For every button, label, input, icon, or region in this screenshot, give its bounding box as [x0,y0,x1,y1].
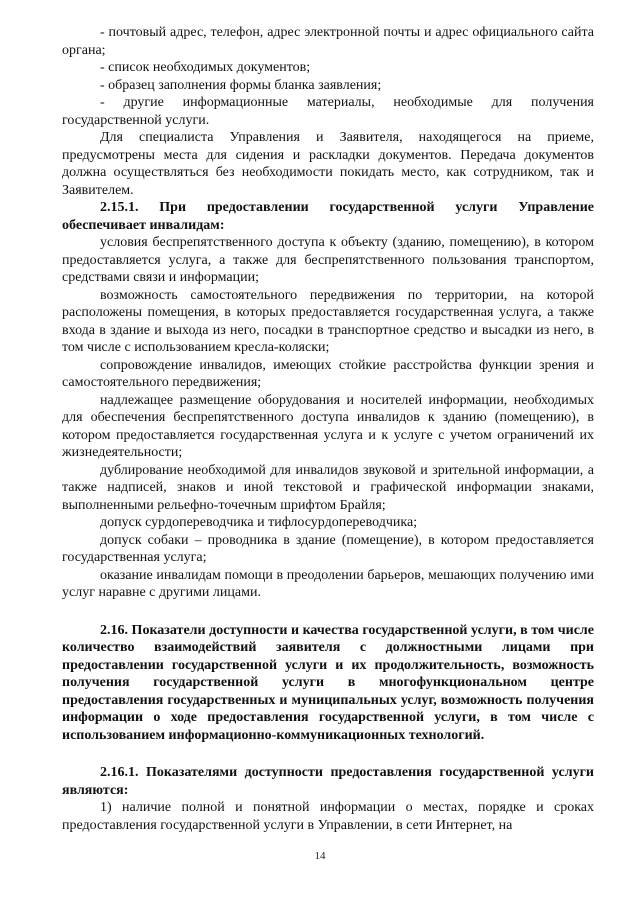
list-item-contacts: - почтовый адрес, телефон, адрес электронной почты и адрес официального сайта органа; [62,25,594,58]
spacer [62,602,594,622]
spacer [62,744,594,764]
list-item-form-sample: - образец заполнения формы бланка заявления; [100,77,382,93]
paragraph-movement: возможность самостоятельного передвижения по территории, на которой расположены помещения, в которых предоставляется государственная услуга, а также входа в здание и выхода из него, посадки в транспортное средство и высадки из него, в том числе с использованием кресла-коляски; [62,287,594,355]
paragraph-access-conditions: условия беспрепятственного доступа к объекту (зданию, помещению), в котором предоставляется услуга, а также для беспрепятственного пользования транспортом, средствами связи и информации; [62,235,594,285]
list-item-other-materials: - другие информационные материалы, необходимые для получения государственной услуги. [62,95,594,128]
section-heading-2-16-1: 2.16.1. Показателями доступности предоставления государственной услуги являются: [62,765,594,798]
page-number: 14 [314,850,326,862]
section-heading-2-15-1: 2.15.1. При предоставлении государственной услуги Управление обеспечивает инвалидам: [62,200,594,233]
paragraph-escort: сопровождение инвалидов, имеющих стойкие расстройства функции зрения и самостоятельного передвижения; [62,357,594,390]
paragraph-workplace: Для специалиста Управления и Заявителя, находящегося на приеме, предусмотрены места для сидения и раскладки документов. Передача документов должна осуществляться без необходимости покидать место, как сотрудником, так и Заявителем. [62,130,594,198]
list-item-information: 1) наличие полной и понятной информации о местах, порядке и сроках предоставления государственной услуги в Управлении, в сети Интернет, на [62,800,594,833]
document-page [62,24,594,834]
paragraph-guide-dog: допуск собаки – проводника в здание (помещение), в котором предоставляется государственная услуга; [62,532,594,565]
paragraph-assistance: оказание инвалидам помощи в преодолении барьеров, мешающих получению ими услуг наравне с другими лицами. [62,567,594,600]
paragraph-interpreter: допуск сурдопереводчика и тифлосурдопереводчика; [100,515,418,530]
section-heading-2-16: 2.16. Показатели доступности и качества государственной услуги, в том числе количество взаимодействий заявителя с должностными лицами при предоставлении государственной услуги и их продолжительность, возможность получения государственной услуги в многофункциональном центре предоставления государственных и муниципальных услуг, возможность получения информации о ходе предоставления государственной услуги, в том числе с использованием информационно-коммуникационных технологий. [62,622,594,743]
paragraph-equipment: надлежащее размещение оборудования и носителей информации, необходимых для обеспечения беспрепятственного доступа инвалидов к зданию (помещению), в котором предоставляется государственная услуга и к услуге с учетом ограничений их жизнедеятельности; [62,392,594,460]
paragraph-duplication: дублирование необходимой для инвалидов звуковой и зрительной информации, а также надписей, знаков и иной текстовой и графической информации знаками, выполненными рельефно-точечным шрифтом Брайля; [62,462,594,513]
list-item-documents: - список необходимых документов; [100,60,311,75]
